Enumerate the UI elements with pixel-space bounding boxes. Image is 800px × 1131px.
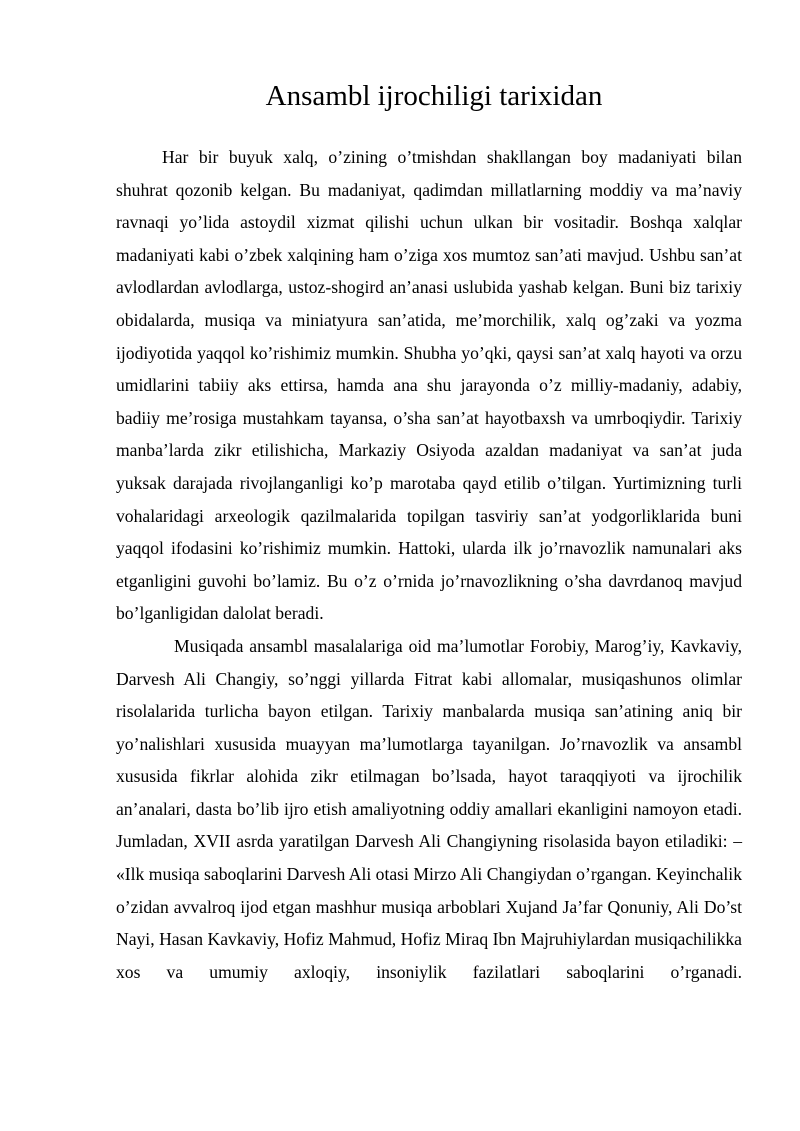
paragraph-1: Har bir buyuk xalq, o’zining o’tmishdan shakllangan boy madaniyati bilan shuhrat qozonib kelgan. Bu madaniyat, qadimdan millatlarning moddiy va ma’naviy ravnaqi yo’lida astoydil xizmat qilishi uchun ulkan bir vositadir. Boshqa xalqlar madaniyati kabi o’zbek xalqining ham o’ziga xos mumtoz san’ati mavjud. Ushbu san’at avlodlardan avlodlarga, ustoz-shogird an’anasi uslubida yashab kelgan. Buni biz tarixiy obidalarda, musiqa va miniatyura san’atida, me’morchilik, xalq og’zaki va yozma ijodiyotida yaqqol ko’rishimiz mumkin. Shubha yo’qki, qaysi san’at xalq hayoti va orzu umidlarini tabiiy aks ettirsa, hamda ana shu jarayonda o’z milliy-madaniy, adabiy, badiiy me’rosiga mustahkam tayansa, o’sha san’at hayotbaxsh va umrboqiydir. Tarixiy manba’larda zikr etilishicha, Markaziy Osiyoda azaldan madaniyat va san’at juda yuksak darajada rivojlanganligi ko’p marotaba qayd etilib o’tilgan. Yurtimizning turli vohalaridagi arxeologik qazilmalarida topilgan tasviriy san’at yodgorliklarida buni yaqqol ifodasini ko’rishimiz mumkin. Hattoki, ularda ilk jo’rnavozlik namunalari aks etganligini guvohi bo’lamiz. Bu o’z o’rnida jo’rnavozlikning o’sha davrdanoq mavjud bo’lganligidan dalolat beradi. bbox=[116, 147, 742, 624]
document-title: Ansambl ijrochiligi tarixidan bbox=[265, 80, 603, 112]
paragraph-2: Musiqada ansambl masalalariga oid ma’lumotlar Forobiy, Marog’iy, Kavkaviy, Darvesh Ali Changiy, so’nggi yillarda Fitrat kabi allomalar, musiqashunos olimlar risolalarida turlicha bayon etilgan. Tarixiy manbalarda musiqa san’atining aniq bir yo’nalishlari xususida muayyan ma’lumotlarga tayanilgan. Jo’rnavozlik va ansambl xususida fikrlar alohida zikr etilmagan bo’lsada, hayot taraqqiyoti va ijrochilik an’analari, dasta bo’lib ijro etish amaliyotning oddiy amallari ekanligini namoyon etadi. Jumladan, XVII asrda yaratilgan Darvesh Ali Changiyning risolasida bayon etiladiki: – «Ilk musiqa saboqlarini Darvesh Ali otasi Mirzo Ali Changiydan o’rgangan. Keyinchalik o’zidan avvalroq ijod etgan mashhur musiqa arboblari Xujand Ja’far Qonuniy, Ali Do’st Nayi, Hasan Kavkaviy, Hofiz Mahmud, Hofiz Miraq Ibn Majruhiylardan musiqachilikka xos va umumiy axloqiy, insoniylik fazilatlari saboqlarini o’rganadi. bbox=[116, 635, 742, 982]
